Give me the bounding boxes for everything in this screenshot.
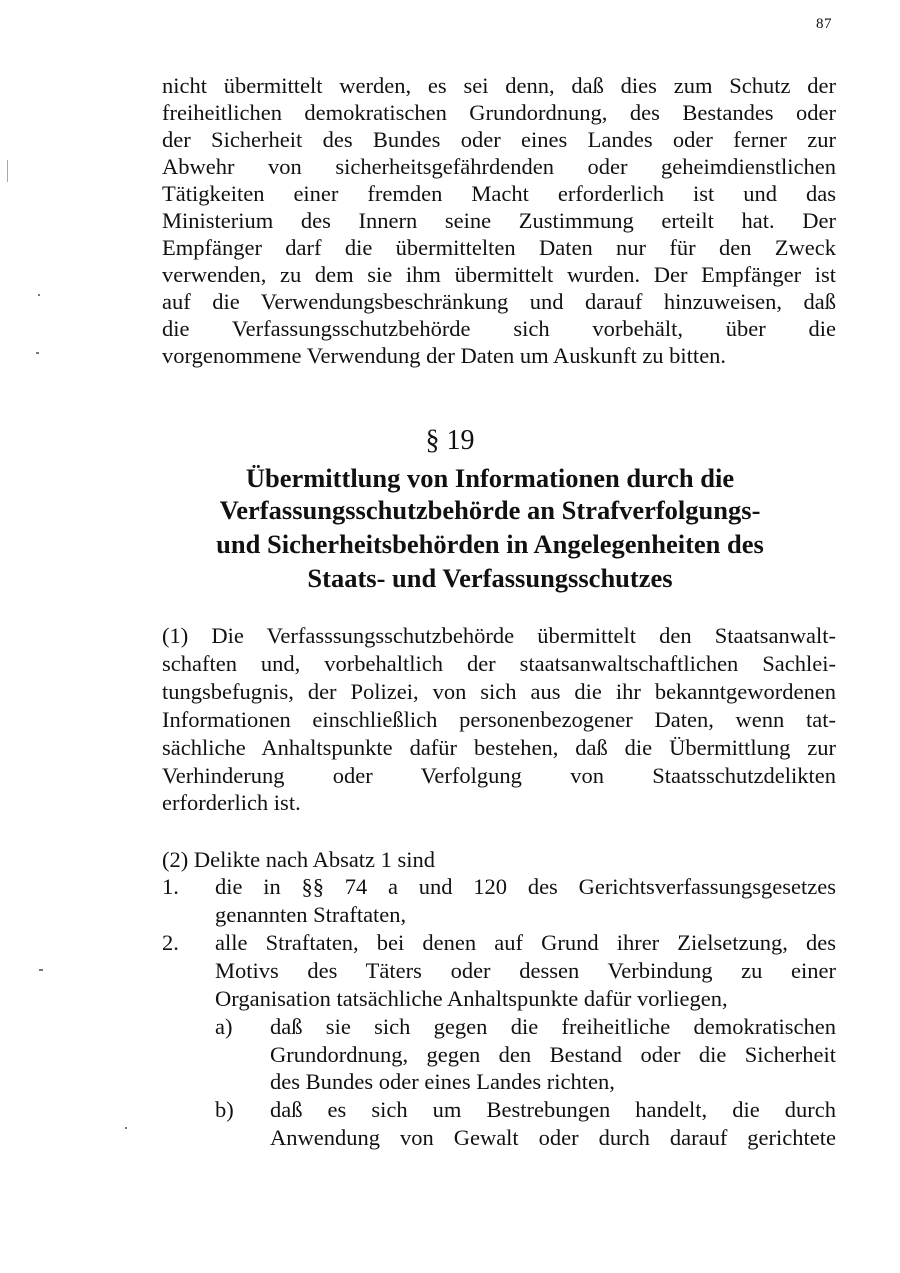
scan-mark xyxy=(125,1127,127,1129)
sub-item-line: Anwendung von Gewalt oder durch darauf gerichtete xyxy=(270,1125,836,1150)
list-item-line: Motivs des Täters oder dessen Verbindung zu einer xyxy=(215,958,836,983)
text-line: nicht übermittelt werden, es sei denn, daß dies zum Schutz der xyxy=(162,73,836,98)
scan-mark xyxy=(7,160,8,182)
scan-mark xyxy=(36,352,39,354)
list-item-line: die in §§ 74 a und 120 des Gerichtsverfassungsgesetzes xyxy=(215,874,836,899)
sub-item-line: des Bundes oder eines Landes richten, xyxy=(270,1069,615,1094)
section-title-line: Übermittlung von Informationen durch die xyxy=(245,463,735,493)
sub-item-line: Grundordnung, gegen den Bestand oder die Sicherheit xyxy=(270,1042,836,1067)
page-number: 87 xyxy=(816,16,832,32)
text-line: der Sicherheit des Bundes oder eines Landes oder ferner zur xyxy=(162,127,836,152)
text-line: tungsbefugnis, der Polizei, von sich aus die ihr bekanntgewordenen xyxy=(162,679,836,704)
text-line: verwenden, zu dem sie ihm übermittelt wurden. Der Empfänger ist xyxy=(162,262,836,287)
scan-mark xyxy=(38,294,40,296)
text-line: Tätigkeiten einer fremden Macht erforderlich ist und das xyxy=(162,181,836,206)
text-line: die Verfassungsschutzbehörde sich vorbehält, über die xyxy=(162,316,836,341)
text-line: schaften und, vorbehaltlich der staatsanwaltschaftlichen Sachlei- xyxy=(162,651,836,676)
sub-item-line: daß es sich um Bestrebungen handelt, die durch xyxy=(270,1097,836,1122)
section-title-line: Verfassungsschutzbehörde an Strafverfolgungs- xyxy=(219,495,761,525)
list-item-marker: 1. xyxy=(162,874,179,899)
paragraph-2-intro: (2) Delikte nach Absatz 1 sind xyxy=(162,847,436,872)
text-line: Verhinderung oder Verfolgung von Staatsschutzdelikten xyxy=(162,763,836,788)
section-title-line: und Sicherheitsbehörden in Angelegenheiten des xyxy=(216,529,764,559)
text-line: freiheitlichen demokratischen Grundordnung, des Bestandes oder xyxy=(162,100,836,125)
sub-item-marker: b) xyxy=(215,1097,234,1122)
text-line: Ministerium des Innern seine Zustimmung erteilt hat. Der xyxy=(162,208,836,233)
text-line: Informationen einschließlich personenbezogener Daten, wenn tat- xyxy=(162,707,836,732)
section-title-line: Staats- und Verfassungsschutzes xyxy=(307,563,673,593)
text-line: auf die Verwendungsbeschränkung und darauf hinzuweisen, daß xyxy=(162,289,836,314)
section-number: § 19 xyxy=(425,425,475,456)
scan-mark xyxy=(39,969,43,971)
list-item-line: Organisation tatsächliche Anhaltspunkte dafür vorliegen, xyxy=(215,986,728,1011)
text-line: sächliche Anhaltspunkte dafür bestehen, daß die Übermittlung zur xyxy=(162,735,836,760)
text-line: erforderlich ist. xyxy=(162,790,301,815)
text-line: (1) Die Verfasssungsschutzbehörde übermittelt den Staatsanwalt- xyxy=(162,623,836,648)
sub-item-marker: a) xyxy=(215,1014,233,1039)
list-item-line: genannten Straftaten, xyxy=(215,902,407,927)
text-line: Abwehr von sicherheitsgefährdenden oder geheimdienstlichen xyxy=(162,154,836,179)
list-item-marker: 2. xyxy=(162,930,179,955)
text-line: Empfänger darf die übermittelten Daten nur für den Zweck xyxy=(162,235,836,260)
sub-item-line: daß sie sich gegen die freiheitliche demokratischen xyxy=(270,1014,836,1039)
text-line: vorgenommene Verwendung der Daten um Auskunft zu bitten. xyxy=(162,343,727,368)
list-item-line: alle Straftaten, bei denen auf Grund ihrer Zielsetzung, des xyxy=(215,930,836,955)
